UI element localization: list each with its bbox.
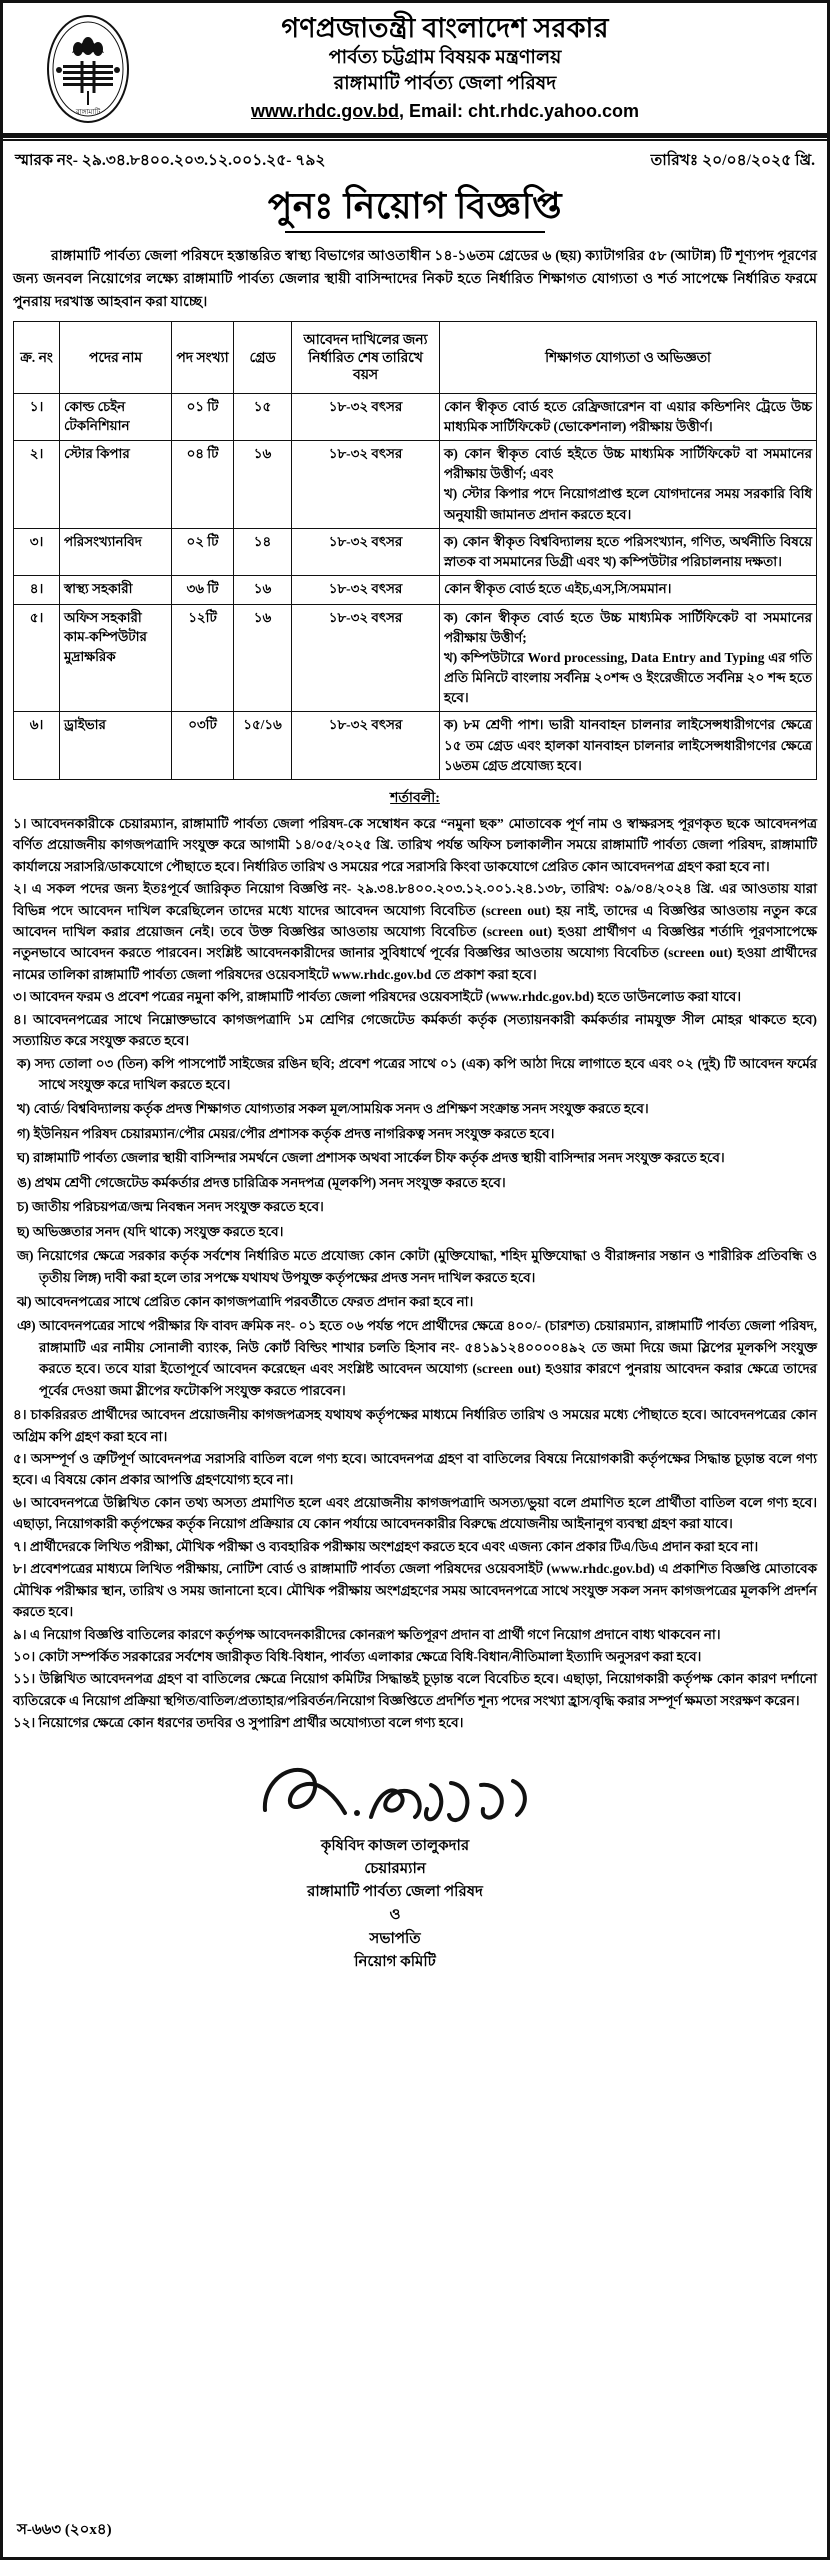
terms-sub-group: [13, 1053, 817, 1402]
sub-ja: জ) নিয়োগের ক্ষেত্রে সরকার কর্তৃক সর্বশেষ নির্ধারিত মতে প্রযোজ্য কোন কোটা (মুক্তিযোদ্ধা, শহিদ মুক্তিযোদ্ধা ও বীরাঙ্গনার সন্তান ও শারীরিক প্রতিবন্ধি ও তৃতীয় লিঙ্গ) দাবী করা হলে তার সপক্ষে যথাযথ উপযুক্ত কর্তৃপক্ষের প্রদত্ত সনদ দাখিল করতে হবে।: [17, 1248, 817, 1285]
cell-qualification: ক) কোন স্বীকৃত বোর্ড হইতে উচ্চ মাধ্যমিক সার্টিফিকেট বা সমমানের পরীক্ষায় উত্তীর্ণ; এবং খ) স্টোর কিপার পদে নিয়োগপ্রাপ্ত হলে যোগদানের সময় সরকারি বিধি অনুযায়ী জামানত প্রদান করতে হবে।: [440, 441, 817, 528]
table-row: [14, 575, 817, 604]
th-post-count: পদ সংখ্যা: [172, 322, 234, 394]
cell-grade: ১৪: [234, 528, 292, 575]
memo-date: তারিখঃ ২০/০৪/২০২৫ খ্রি.: [650, 152, 815, 169]
letterhead-text: [131, 13, 819, 124]
table-row: [14, 712, 817, 779]
cell-qualification: কোন স্বীকৃত বোর্ড হতে রেফ্রিজারেশন বা এয়ার কন্ডিশনিং ট্রেডে উচ্চ মাধ্যমিক সার্টিফিকেট (ভোকেশনাল) পরীক্ষায় উত্তীর্ণ।: [440, 394, 817, 441]
cell-post-name: কোল্ড চেইন টেকনিশিয়ান: [60, 394, 172, 441]
table-row: [14, 528, 817, 575]
cell-post-count: ০৪ টি: [172, 441, 234, 528]
term-4b: ৪। চাকরিররত প্রার্থীদের আবেদন প্রয়োজনীয় কাগজপত্রসহ যথাযথ কর্তৃপক্ষের মাধ্যমে নির্ধারিত তারিখ ও সময়ের মধ্যে পৌছাতে হবে। আবেদনপত্রের কোন অগ্রিম কপি গ্রহণ করা হবে না।: [13, 1407, 817, 1444]
contact-line: [131, 98, 759, 125]
title-underline: [285, 231, 545, 233]
cell-post-name: ড্রাইভার: [60, 712, 172, 779]
intro-paragraph: রাঙ্গামাটি পার্বত্য জেলা পরিষদে হস্তান্তরিত স্বাস্থ্য বিভাগের আওতাধীন ১৪-১৬তম গ্রেডের ৬ (ছয়) ক্যাটাগরির ৫৮ (আটান্ন) টি শূণ্যপদ পূরণের জন্য জনবল নিয়োগের লক্ষ্যে রাঙ্গামাটি পার্বত্য জেলার স্থায়ী বাসিন্দাদের নিকট হতে নির্ধারিত শিক্ষাগত যোগ্যতা ও শর্ত সাপেক্ষে নির্ধারিত ফরমে পুনরায় দরখাস্ত আহবান করা যাচ্ছে।: [13, 248, 817, 310]
memo-row: [3, 141, 827, 176]
chairman-signature-icon: [245, 1755, 545, 1835]
terms-continued-group: [13, 1404, 817, 1734]
website-link[interactable]: www.rhdc.gov.bd: [250, 100, 399, 121]
post-table: [13, 321, 817, 780]
table-row: [14, 604, 817, 712]
term-5: ৫। অসম্পূর্ণ ও ত্রুটিপূর্ণ আবেদনপত্র সরাসরি বাতিল বলে গণ্য হবে। আবেদনপত্র গ্রহণ বা বাতিলের বিষয়ে নিয়োগকারী কর্তৃপক্ষের সিদ্ধান্ত চূড়ান্ত বলে গণ্য হবে। এ বিষয়ে কোন প্রকার আপত্তি গ্রহণযোগ্য হবে না।: [13, 1451, 817, 1488]
terms-main-group: [13, 813, 817, 1052]
post-table-body: [14, 394, 817, 780]
cell-post-name: পরিসংখ্যানবিদ: [60, 528, 172, 575]
cell-age: ১৮-৩২ বৎসর: [292, 712, 440, 779]
cell-post-name: স্টোর কিপার: [60, 441, 172, 528]
signatory-designation-1: চেয়ারম্যান: [364, 1860, 426, 1877]
cell-serial: ১।: [14, 394, 60, 441]
cell-serial: ২।: [14, 441, 60, 528]
letterhead: [3, 3, 827, 136]
term-6: ৬। আবেদনপত্রে উল্লিখিত কোন তথ্য অসত্য প্রমাণিত হলে এবং প্রয়োজনীয় কাগজপত্রাদি অসত্য/ভুয়া বলে প্রমাণিত হলে প্রার্থীতা বাতিল বলে গণ্য হবে। এছাড়া, নিয়োগকারী কর্তৃপক্ষের কর্তৃক নিয়োগ প্রক্রিয়ার যে কোন পর্যায়ে আবেদনকারীর বিরুদ্ধে প্রযোজনীয় আইনানুগ ব্যবস্থা গ্রহণ করা যাবে।: [13, 1494, 817, 1532]
cell-serial: ৪।: [14, 575, 60, 604]
sub-chha: ছ) অভিজ্ঞতার সনদ (যদি থাকে) সংযুক্ত করতে হবে।: [17, 1223, 284, 1239]
memo-number: স্মারক নং- ২৯.৩৪.৮৪০০.২০৩.১২.০০১.২৫- ৭৯২: [15, 152, 326, 169]
sub-cha: চ) জাতীয় পরিচয়পত্র/জন্ম নিবন্ধন সনদ সংযুক্ত করতে হবে।: [17, 1199, 324, 1215]
cell-grade: ১৬: [234, 441, 292, 528]
signature-block: [3, 1755, 827, 1975]
cell-post-count: ০১ টি: [172, 394, 234, 441]
council-name: রাঙ্গামাটি পার্বত্য জেলা পরিষদ: [333, 72, 557, 94]
cell-post-count: ১২টি: [172, 604, 234, 712]
sub-nya: ঞ) আবেদনপত্রের সাথে পরীক্ষার ফি বাবদ ক্রমিক নং- ০১ হতে ০৬ পর্যন্ত পদে প্রার্থীদের ক্ষেত্রে ৪০০/- (চারশত) চেয়ারম্যান, রাঙ্গামাটি পার্বত্য জেলা পরিষদ, রাঙ্গামাটি এর নামীয় সোনালী ব্যাংক, নিউ কোর্ট বিল্ডিং শাখার চলতি হিসাব নং- ৫৪১৯১২৪০০০০৪৯২ তে জমা দিয়ে জমা স্লিপের মূলকপি সংযুক্ত করতে হবে। তবে যারা ইতোপূর্বে আবেদন করেছেন এবং সংশ্লিষ্ট আবেদন অযোগ্য (screen out) হওয়ার কারণে পুনরায় আবেদন করার ক্ষেত্রে তাদের পূর্বের দেওয়া জমা স্লীপের ফটোকপি সংযুক্ত করতে পারবেন।: [17, 1318, 817, 1398]
term-9: ৯। এ নিয়োগ বিজ্ঞপ্তি বাতিলের কারণে কর্তৃপক্ষ আবেদনকারীদের কোনরূপ ক্ষতিপূরণ প্রদান বা প্রার্থী গণে নিয়োগ প্রদানে বাধ্য থাকবেন না।: [13, 1626, 721, 1642]
footer-print-code: স-৬৬৩ (২০x৪): [17, 2522, 112, 2538]
sub-ka: ক) সদ্য তোলা ০৩ (তিন) কপি পাসপোর্ট সাইজের রঙিন ছবি; প্রবেশ পত্রের সাথে ০১ (এক) কপি আঠা দিয়ে লাগাতে হবে এবং ০২ (দুই) টি আবেদন ফর্মের সাথে সংযুক্ত করে দাখিল করতে হবে।: [17, 1055, 817, 1092]
term-3: ৩। আবেদন ফরম ও প্রবেশ পত্রের নমুনা কপি, রাঙ্গামাটি পার্বত্য জেলা পরিষদের ওয়েবসাইটে (www.rhdc.gov.bd) হতে ডাউনলোড করা যাবে।: [13, 989, 741, 1005]
post-table-head: [14, 322, 817, 394]
bangladesh-govt-emblem-icon: [45, 13, 131, 125]
term-10: ১০। কোটা সম্পর্কিত সরকারের সর্বশেষ জারীকৃত বিধি-বিধান, পার্বত্য এলাকার ক্ষেত্রে বিধি-বিধান/নীতিমালা ইত্যাদি অনুসরণ করা হবে।: [13, 1648, 702, 1664]
signatory-designation-2: রাঙ্গামাটি পার্বত্য জেলা পরিষদ: [307, 1884, 483, 1901]
cell-age: ১৮-৩২ বৎসর: [292, 604, 440, 712]
svg-text:রাঙ্গামাটি: রাঙ্গামাটি: [75, 109, 101, 116]
cell-serial: ৬।: [14, 712, 60, 779]
cell-post-name: অফিস সহকারী কাম-কম্পিউটার মুদ্রাক্ষরিক: [60, 604, 172, 712]
table-row: [14, 441, 817, 528]
term-11: ১১। উল্লিখিত আবেদনপত্র গ্রহণ বা বাতিলের ক্ষেত্রে নিয়োগ কমিটির সিদ্ধান্তই চূড়ান্ত বলে বিবেচিত হবে। এছাড়া, নিয়োগকারী কর্তৃপক্ষ কোন কারণ দর্শানো ব্যতিরেকে এ নিয়োগ প্রক্রিয়া স্থগিত/বাতিল/প্রত্যাহার/পরিবর্তন/নিয়োগ বিজ্ঞপ্তিতে প্রদর্শিত শূন্য পদের সংখ্যা হ্রাস/বৃদ্ধি করার সম্পূর্ণ ক্ষমতা সংরক্ষণ করেন।: [13, 1671, 817, 1708]
signatory-designation-4: নিয়োগ কমিটি: [354, 1953, 436, 1970]
cell-age: ১৮-৩২ বৎসর: [292, 394, 440, 441]
sub-kha: খ) বোর্ড/ বিশ্ববিদ্যালয় কর্তৃক প্রদত্ত শিক্ষাগত যোগ্যতার সকল মূল/সাময়িক সনদ ও প্রশিক্ষণ সংক্রান্ত সনদ সংযুক্ত করতে হবে।: [17, 1101, 649, 1117]
signatory-conjunction: ও: [389, 1907, 401, 1924]
cell-grade: ১৫/১৬: [234, 712, 292, 779]
cell-serial: ৩।: [14, 528, 60, 575]
cell-grade: ১৫: [234, 394, 292, 441]
cell-qualification: কোন স্বীকৃত বোর্ড হতে এইচ,এস,সি/সমমান।: [440, 575, 817, 604]
cell-age: ১৮-৩২ বৎসর: [292, 441, 440, 528]
sub-jha: ঝ) আবেদনপত্রের সাথে প্রেরিত কোন কাগজপত্রাদি পরবর্তীতে ফেরত প্রদান করা হবে না।: [17, 1293, 474, 1309]
cell-qualification: ক) ৮ম শ্রেণী পাশ। ভারী যানবাহন চালনার লাইসেন্সধারীগণের ক্ষেত্রে ১৫ তম গ্রেড এবং হালকা যানবাহন চালনার লাইসেন্সধারীগণের ক্ষেত্রে ১৬তম গ্রেড প্রযোজ্য হবে।: [440, 712, 817, 779]
term-12: ১২। নিয়োগের ক্ষেত্রে কোন ধরণের তদবির ও সুপারিশ প্রার্থীর অযোগ্যতা বলে গণ্য হবে।: [13, 1715, 464, 1731]
signatory-name: কৃষিবিদ কাজল তালুকদার: [320, 1837, 470, 1854]
cell-age: ১৮-৩২ বৎসর: [292, 575, 440, 604]
sub-ga: গ) ইউনিয়ন পরিষদ চেয়ারম্যান/পৌর মেয়র/পৌর প্রশাসক কর্তৃক প্রদত্ত নাগরিকত্ব সনদ সংযুক্ত করতে হবে।: [17, 1125, 555, 1141]
th-serial: ক্র. নং: [14, 322, 60, 394]
cell-qualification: ক) কোন স্বীকৃত বিশ্ববিদ্যালয় হতে পরিসংখ্যান, গণিত, অর্থনীতি বিষয়ে স্নাতক বা সমমানের ডিগ্রী এবং খ) কম্পিউটার পরিচালনায় দক্ষতা।: [440, 528, 817, 575]
cell-age: ১৮-৩২ বৎসর: [292, 528, 440, 575]
cell-post-count: ০৩টি: [172, 712, 234, 779]
term-8: ৮। প্রবেশপত্রের মাধ্যমে লিখিত পরীক্ষায়, নোটিশ বোর্ড ও রাঙ্গামাটি পার্বত্য জেলা পরিষদের ওয়েবসাইট (www.rhdc.gov.bd) এ প্রকাশিত বিজ্ঞপ্তি মোতাবেক মৌখিক পরীক্ষার স্থান, তারিখ ও সময় জানানো হবে। মৌখিক পরীক্ষায় অংশগ্রহণের সময় আবেদনপত্রে সাথে সংযুক্ত সকল সনদ কাগজপত্রের মূলকপি প্রদর্শন করতে হবে।: [13, 1561, 817, 1620]
th-grade: গ্রেড: [234, 322, 292, 394]
page-title: পুনঃ নিয়োগ বিজ্ঞপ্তি: [267, 186, 563, 226]
email-address[interactable]: cht.rhdc.yahoo.com: [468, 100, 640, 121]
cell-post-name: স্বাস্থ্য সহকারী: [60, 575, 172, 604]
table-row: [14, 394, 817, 441]
terms-heading: শর্তাবলী:: [390, 790, 440, 806]
cell-grade: ১৬: [234, 575, 292, 604]
sub-gha: ঘ) রাঙ্গামাটি পার্বত্য জেলার স্থায়ী বাসিন্দার সমর্থনে জেলা প্রশাসক অথবা সার্কেল চীফ কর্তৃক প্রদত্ত স্থায়ী বাসিন্দার সনদ সংযুক্ত করতে হবে।: [17, 1150, 725, 1166]
term-2: ২। এ সকল পদের জন্য ইতঃপূর্বে জারিকৃত নিয়োগ বিজ্ঞপ্তি নং- ২৯.৩৪.৮৪০০.২০৩.১২.০০১.২৪.১৩৮, তারিখ: ০৯/০৪/২০২৪ খ্রি. এর আওতায় যারা বিভিন্ন পদে আবেদন দাখিল করেছিলেন তাদের মধ্যে যাদের আবেদন অযোগ্য বিবেচিত (screen out) হয় নাই, তাদের এ বিজ্ঞপ্তির আওতায় নতুন করে আবেদন দাখিল করার প্রয়োজন নেই। তবে উক্ত বিজ্ঞপ্তির আওতায় অযোগ্য বিবেচিত (screen out) হওয়া প্রার্থীগণ এ বিজ্ঞপ্তির শর্তাদি পূরণসাপেক্ষে নতুনভাবে আবেদন করতে পারবেন। সংশ্লিষ্ট আবেদনকারীদের জানার সুবিধার্থে পূর্বের বিজ্ঞপ্তির আওতায় অযোগ্য বিবেচিত (screen out) হওয়া প্রার্থীদের নামের তালিকা রাঙ্গামাটি পার্বত্য জেলা পরিষদের ওয়েবসাইটে www.rhdc.gov.bd তে প্রকাশ করা হবে।: [13, 881, 817, 982]
th-post-name: পদের নাম: [60, 322, 172, 394]
cell-grade: ১৬: [234, 604, 292, 712]
term-1: ১। আবেদনকারীকে চেয়ারম্যান, রাঙ্গামাটি পার্বত্য জেলা পরিষদ-কে সম্বোধন করে “নমুনা ছক” মোতাবেক পূর্ণ নাম ও স্বাক্ষরসহ পূরণকৃত ছকে আবেদনপত্র বর্ণিত প্রয়োজনীয় কাগজপত্রাদি সংযুক্ত করে আগামী ১৪/০৫/২০২৫ খ্রি. তারিখ পর্যন্ত অফিস চলাকালীন সময়ে রাঙ্গামাটি পার্বত্য জেলা পরিষদ, রাঙ্গামাটি কার্যালয়ে সরাসরি/ডাকযোগে পৌছাতে হবে। নির্ধারিত তারিখ ও সময়ের পরে সরাসরি কিংবা ডাকযোগে প্রেরিত কোন আবেদনপত্র গ্রহণ করা হবে না।: [13, 815, 817, 874]
th-qualification: শিক্ষাগত যোগ্যতা ও অভিজ্ঞতা: [440, 322, 817, 394]
cell-post-count: ৩৬ টি: [172, 575, 234, 604]
table-header-row: [14, 322, 817, 394]
email-label: , Email:: [398, 100, 468, 121]
signatory-designation-3: সভাপতি: [369, 1930, 421, 1947]
ministry-name: পার্বত্য চট্টগ্রাম বিষয়ক মন্ত্রণালয়: [328, 47, 562, 69]
term-7: ৭। প্রার্থীদেরকে লিখিত পরীক্ষা, মৌখিক পরীক্ষা ও ব্যবহারিক পরীক্ষায় অংশগ্রহণ করতে হবে এবং এজন্য কোন প্রকার টিএ/ডিএ প্রদান করা হবে না।: [13, 1538, 759, 1554]
cell-serial: ৫।: [14, 604, 60, 712]
cell-post-count: ০২ টি: [172, 528, 234, 575]
term-4: ৪। আবেদনপত্রের সাথে নিম্নোক্তভাবে কাগজপত্রাদি ১ম শ্রেণির গেজেটেড কর্মকর্তা কর্তৃক (সত্যায়নকারী কর্মকর্তার নামযুক্ত সীল মোহর থাকতে হবে) সত্যায়িত করে সংযুক্ত করতে হবে।: [13, 1011, 817, 1049]
terms-list: [3, 813, 827, 1741]
sub-uo: ঙ) প্রথম শ্রেণী গেজেটেড কর্মকর্তার প্রদত্ত চারিত্রিক সনদপত্র (মূলকপি) সনদ সংযুক্ত করতে হবে।: [17, 1174, 506, 1190]
govt-name: গণপ্রজাতন্ত্রী বাংলাদেশ সরকার: [281, 13, 609, 44]
cell-qualification: ক) কোন স্বীকৃত বোর্ড হতে উচ্চ মাধ্যমিক সার্টিফিকেট বা সমমানের পরীক্ষায় উত্তীর্ণ; খ) কম্পিউটারে Word processing, Data Entry and Typing এর গতি প্রতি মিনিটে বাংলায় সর্বনিম্ন ২০শব্দ ও ইংরেজীতে সর্বনিম্ন ২০ শব্দ হতে হবে।: [440, 604, 817, 712]
th-age-limit: আবেদন দাখিলের জন্য নির্ধারিত শেষ তারিখে বয়স: [292, 322, 440, 394]
